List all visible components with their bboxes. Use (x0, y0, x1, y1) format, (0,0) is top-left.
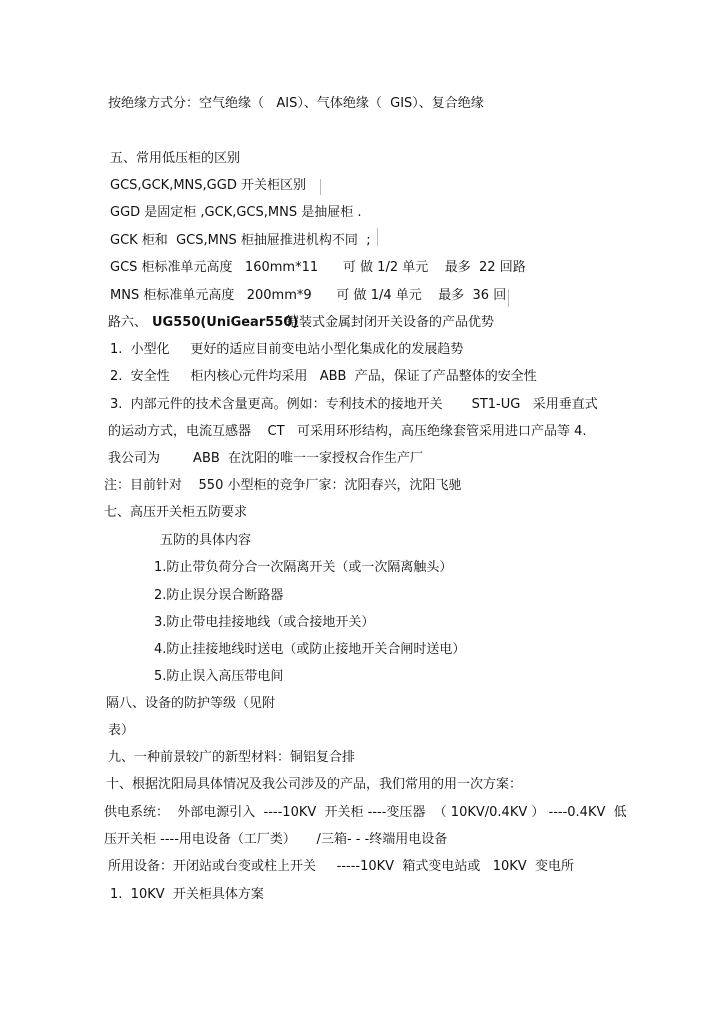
heading-section-5: 五、常用低压柜的区别 (110, 151, 241, 166)
text-line-mns-height: MNS 柜标准单元高度 200mm*9 可 做 1/4 单元 最多 36 回 (110, 288, 507, 303)
text-line-power-system: 供电系统： 外部电源引入 ----10KV 开关柜 ----变压器 （ 10KV/0.4KV ） ----0.4KV 低 (104, 805, 627, 820)
prevention-item-1: 1.防止带负荷分合一次隔离开关（或一次隔离触头） (154, 560, 453, 575)
text-line-ggd-fixed: GGD 是固定柜 ,GCK,GCS,MNS 是抽屉柜 . (110, 205, 362, 220)
note-line-competitors: 注：目前针对 550 小型柜的竞争厂家：沈阳春兴，沈阳飞驰 (104, 478, 462, 493)
list-item-compact: 1. 小型化 更好的适应目前变电站小型化集成化的发展趋势 (110, 342, 464, 357)
text-line-insulation-types: 按绝缘方式分：空气绝缘（ AIS）、气体绝缘（ GIS）、复合绝缘 (108, 96, 484, 111)
text-line-gcs-height: GCS 柜标准单元高度 160mm*11 可 做 1/2 单元 最多 22 回路 (110, 260, 526, 275)
heading-section-10: 十、根据沈阳局具体情况及我公司涉及的产品，我们常用的用一次方案： (106, 777, 523, 792)
heading-section-6-title: 铠装式金属封闭开关设备的产品优势 (286, 315, 495, 330)
heading-10kv-scheme: 1. 10KV 开关柜具体方案 (110, 887, 264, 902)
prevention-item-3: 3.防止带电挂接地线（或合接地开关） (154, 615, 375, 630)
text-line-equipment-used: 所用设备：开闭站或台变或柱上开关 -----10KV 箱式变电站或 10KV 变电所 (108, 859, 574, 874)
text-line-cabinet-models: GCS,GCK,MNS,GGD 开关柜区别 (110, 178, 306, 193)
heading-section-8-cont: 表） (108, 723, 135, 738)
text-line-power-system-cont: 压开关柜 ----用电设备（工厂类） /三箱- - -终端用电设备 (104, 832, 448, 847)
text-line-company: 我公司为 ABB 在沈阳的唯一一家授权合作生产厂 (108, 451, 424, 466)
list-item-technology: 3. 内部元件的技术含量更高。例如：专利技术的接地开关 ST1-UG 采用垂直式 (110, 397, 598, 412)
prevention-item-4: 4.防止挂接地线时送电（或防止接地开关合闸时送电） (154, 642, 466, 657)
subheading-five-prevention: 五防的具体内容 (160, 533, 252, 548)
margin-marker (377, 228, 378, 246)
heading-section-6-prefix: 路六、 (108, 315, 148, 330)
list-item-safety: 2. 安全性 柜内核心元件均采用 ABB 产品，保证了产品整体的安全性 (110, 369, 537, 384)
text-line-gck-mechanism: GCK 柜和 GCS,MNS 柜抽屉推进机构不同 ; (110, 233, 371, 248)
heading-section-8: 隔八、设备的防护等级（见附 (106, 696, 276, 711)
margin-marker (508, 289, 509, 307)
product-model-name: UG550(UniGear550) (152, 315, 299, 330)
heading-section-9: 九、一种前景较广的新型材料：铜铝复合排 (108, 750, 356, 765)
margin-marker (320, 179, 321, 195)
prevention-item-2: 2.防止误分误合断路器 (154, 588, 284, 603)
prevention-item-5: 5.防止误入高压带电间 (154, 669, 284, 684)
heading-section-7: 七、高压开关柜五防要求 (104, 505, 248, 520)
text-line-technology-cont: 的运动方式，电流互感器 CT 可采用环形结构，高压绝缘套管采用进口产品等 4. (108, 424, 587, 439)
